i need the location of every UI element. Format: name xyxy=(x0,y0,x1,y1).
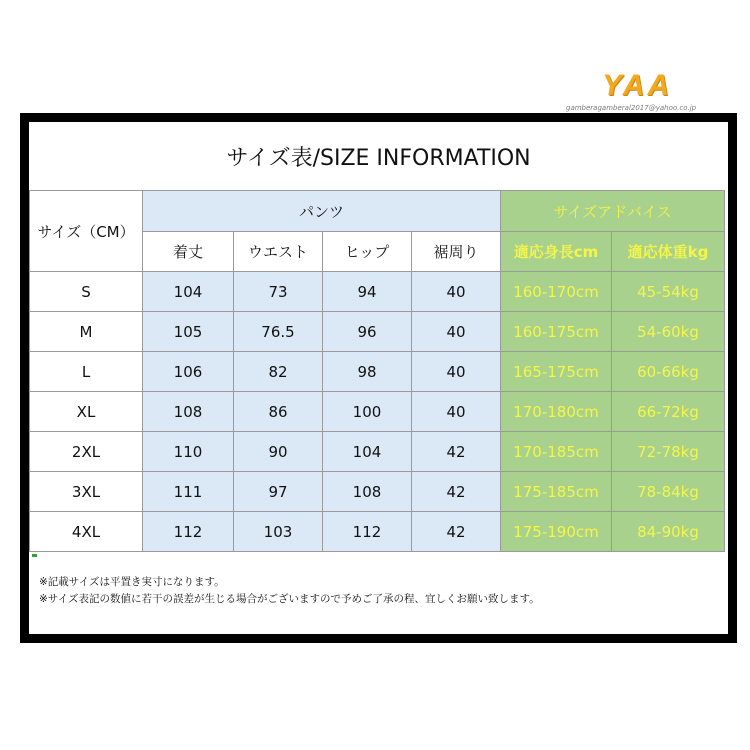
column-header-waist: ウエスト xyxy=(234,232,323,272)
column-header-hem: 裾周り xyxy=(412,232,501,272)
cell-height: 170-180cm xyxy=(501,392,612,432)
cell-length: 108 xyxy=(143,392,234,432)
size-advice-group-header: サイズアドバイス xyxy=(501,191,725,232)
cell-length: 111 xyxy=(143,472,234,512)
cell-waist: 73 xyxy=(234,272,323,312)
cell-hem: 40 xyxy=(412,272,501,312)
column-header-height: 適応身長cm xyxy=(501,232,612,272)
cell-height: 170-185cm xyxy=(501,432,612,472)
brand-email: gamberagamberal2017@yahoo.co.jp xyxy=(566,104,697,112)
cell-size: S xyxy=(30,272,143,312)
size-chart-card xyxy=(20,113,737,643)
cell-waist: 90 xyxy=(234,432,323,472)
decorative-mark xyxy=(32,554,37,557)
size-column-header: サイズ（CM） xyxy=(30,191,143,272)
cell-height: 160-175cm xyxy=(501,312,612,352)
cell-size: 4XL xyxy=(30,512,143,552)
cell-weight: 84-90kg xyxy=(612,512,725,552)
table-row xyxy=(30,272,725,312)
cell-length: 106 xyxy=(143,352,234,392)
cell-hip: 98 xyxy=(323,352,412,392)
cell-hem: 40 xyxy=(412,352,501,392)
cell-size: 3XL xyxy=(30,472,143,512)
cell-hem: 42 xyxy=(412,432,501,472)
table-row xyxy=(30,392,725,432)
cell-hip: 100 xyxy=(323,392,412,432)
table-row xyxy=(30,352,725,392)
pants-group-header: パンツ xyxy=(143,191,501,232)
cell-weight: 60-66kg xyxy=(612,352,725,392)
table-row xyxy=(30,472,725,512)
note-line: ※記載サイズは平置き実寸になります。 xyxy=(39,576,225,588)
table-row xyxy=(30,312,725,352)
cell-hip: 94 xyxy=(323,272,412,312)
cell-hip: 108 xyxy=(323,472,412,512)
cell-size: M xyxy=(30,312,143,352)
cell-size: 2XL xyxy=(30,432,143,472)
column-header-length: 着丈 xyxy=(143,232,234,272)
table-row xyxy=(30,432,725,472)
size-table xyxy=(29,190,725,552)
cell-weight: 78-84kg xyxy=(612,472,725,512)
cell-weight: 54-60kg xyxy=(612,312,725,352)
cell-weight: 45-54kg xyxy=(612,272,725,312)
cell-hem: 42 xyxy=(412,512,501,552)
cell-hip: 112 xyxy=(323,512,412,552)
cell-waist: 97 xyxy=(234,472,323,512)
cell-length: 112 xyxy=(143,512,234,552)
cell-waist: 82 xyxy=(234,352,323,392)
notes xyxy=(39,574,540,608)
chart-title: サイズ表/SIZE INFORMATION xyxy=(226,146,531,171)
cell-height: 175-190cm xyxy=(501,512,612,552)
cell-weight: 66-72kg xyxy=(612,392,725,432)
cell-height: 160-170cm xyxy=(501,272,612,312)
cell-hip: 96 xyxy=(323,312,412,352)
cell-hem: 40 xyxy=(412,392,501,432)
cell-length: 104 xyxy=(143,272,234,312)
table-row xyxy=(30,512,725,552)
cell-waist: 86 xyxy=(234,392,323,432)
cell-weight: 72-78kg xyxy=(612,432,725,472)
cell-height: 165-175cm xyxy=(501,352,612,392)
note-line: ※サイズ表記の数値に若干の誤差が生じる場合がございますので予めご了承の程、宜しくお願い致します。 xyxy=(39,593,540,605)
cell-length: 110 xyxy=(143,432,234,472)
column-header-hip: ヒップ xyxy=(323,232,412,272)
cell-size: XL xyxy=(30,392,143,432)
cell-waist: 76.5 xyxy=(234,312,323,352)
cell-length: 105 xyxy=(143,312,234,352)
brand-logo: YAA xyxy=(602,69,673,102)
cell-hem: 40 xyxy=(412,312,501,352)
cell-waist: 103 xyxy=(234,512,323,552)
cell-hem: 42 xyxy=(412,472,501,512)
column-header-weight: 適応体重kg xyxy=(612,232,725,272)
cell-size: L xyxy=(30,352,143,392)
table-group-header-row xyxy=(30,191,725,232)
cell-hip: 104 xyxy=(323,432,412,472)
cell-height: 175-185cm xyxy=(501,472,612,512)
